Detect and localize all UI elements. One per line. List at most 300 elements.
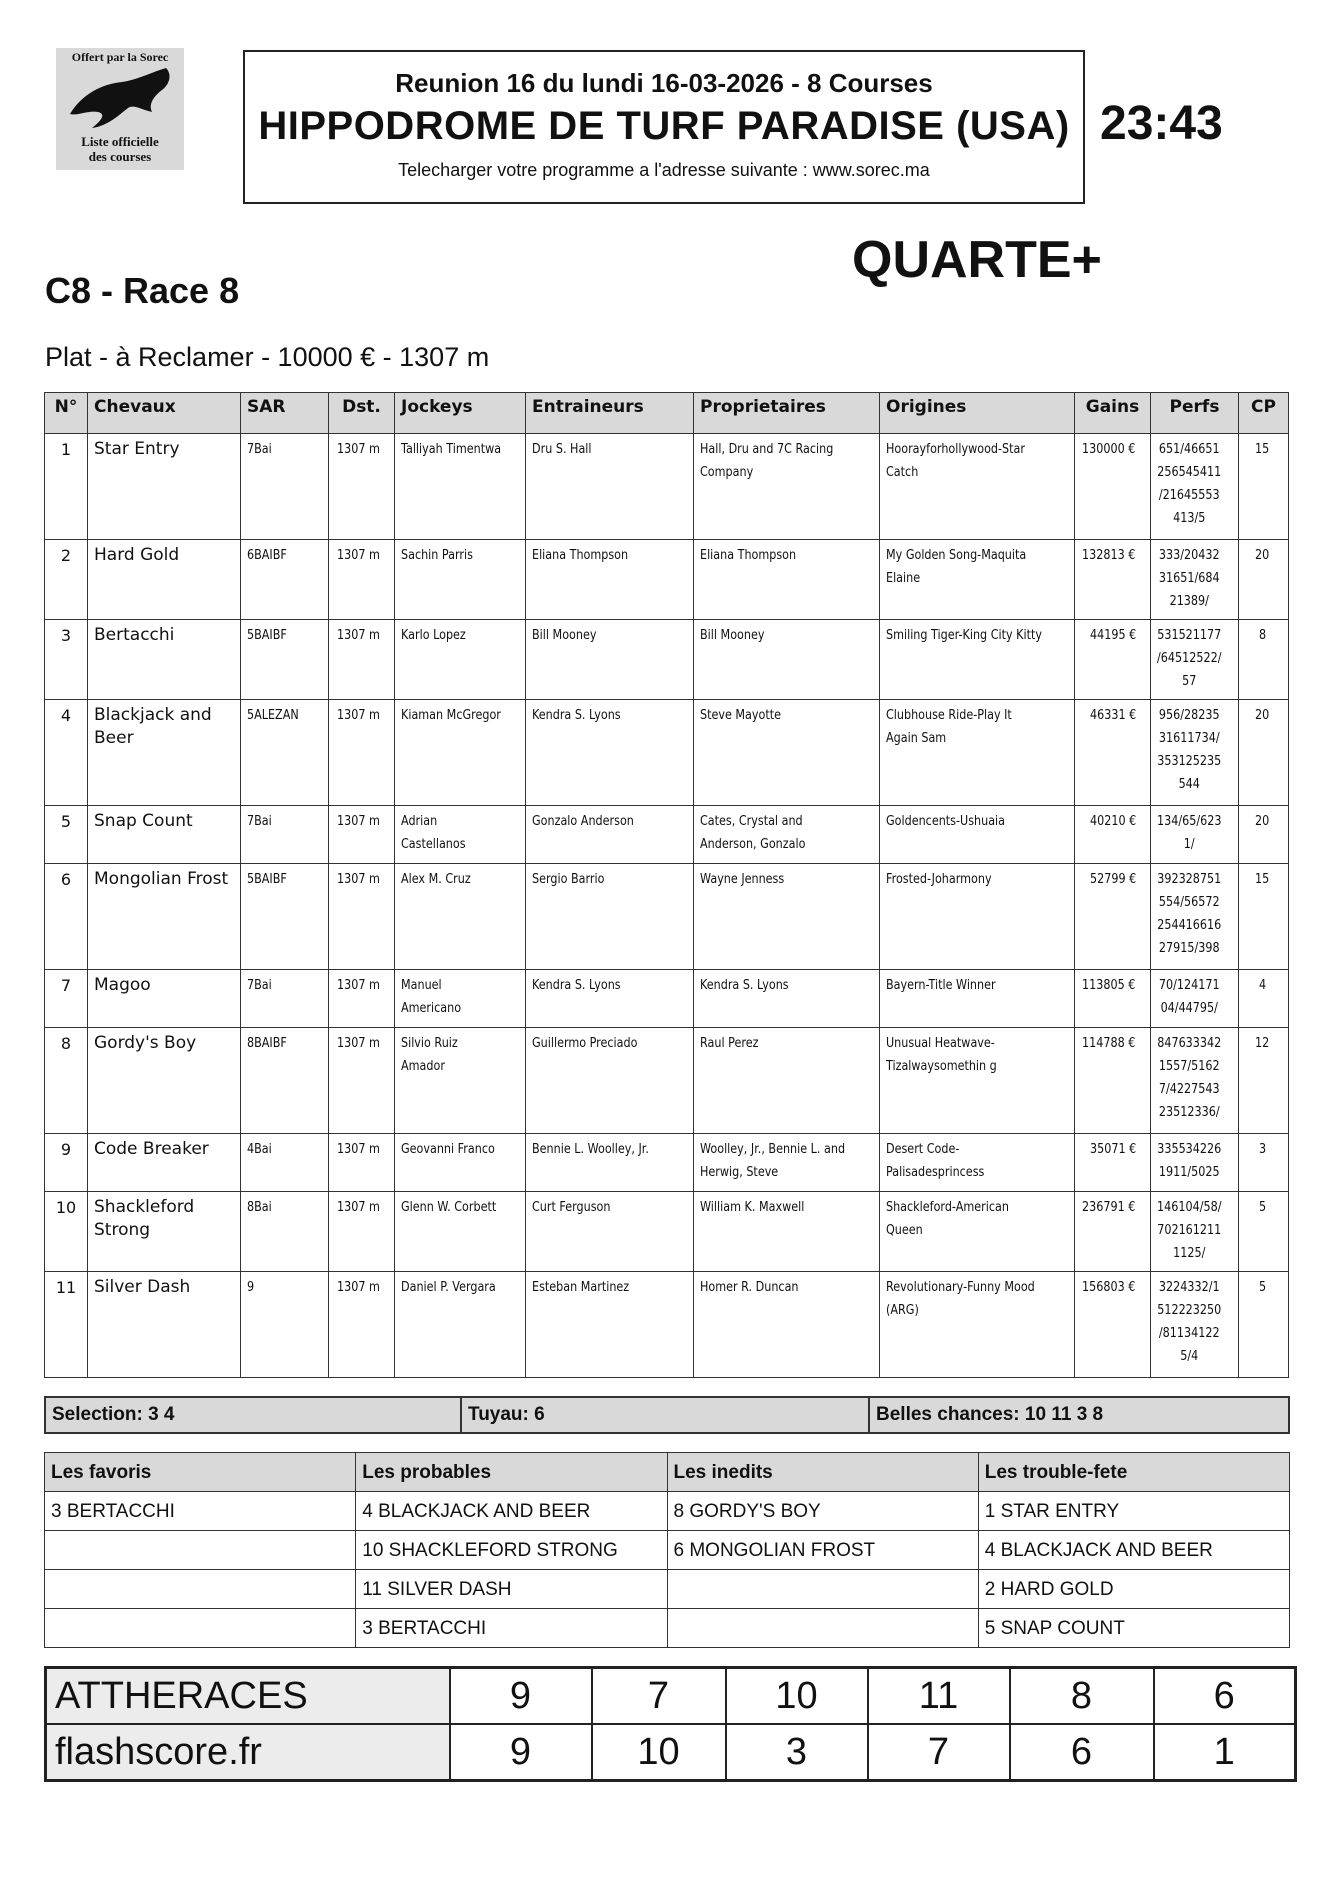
category-cell: 5 SNAP COUNT <box>978 1609 1289 1648</box>
jockey-name-text: Manuel Americano <box>401 978 462 1016</box>
gains-cell <box>1075 700 1151 806</box>
logo-top-text: Offert par la Sorec <box>71 50 169 64</box>
result-value: 8 <box>1010 1668 1154 1725</box>
perfs-cell-text: 392328751 554/56572 254416616 27915/398 <box>1157 872 1222 956</box>
jockey-name <box>395 434 526 540</box>
trainer-name-text: Dru S. Hall <box>532 442 592 457</box>
trainer-name <box>526 540 694 620</box>
horse-name-text: Silver Dash <box>94 1277 191 1297</box>
runner-row <box>45 620 1289 700</box>
perfs-cell <box>1151 864 1239 970</box>
distance-cell <box>329 434 395 540</box>
horse-name-text: Star Entry <box>94 439 180 459</box>
category-probables: Les probables <box>356 1453 667 1492</box>
trainer-name <box>526 434 694 540</box>
perfs-cell <box>1151 620 1239 700</box>
jockey-name-text: Talliyah Timentwa <box>401 442 502 457</box>
sar-cell <box>241 434 329 540</box>
horse-name <box>88 1272 241 1378</box>
runner-number-text: 5 <box>60 812 72 831</box>
category-row <box>45 1492 1290 1531</box>
perfs-cell-text: 847633342 1557/5162 7/4227543 23512336/ <box>1157 1036 1222 1120</box>
runner-number <box>45 700 88 806</box>
distance-cell-text: 1307 m <box>336 814 380 829</box>
horse-silhouette-icon <box>62 64 178 134</box>
runner-number-text: 1 <box>60 440 72 459</box>
horse-name <box>88 700 241 806</box>
trainer-name-text: Bill Mooney <box>532 628 597 643</box>
cp-cell-text: 8 <box>1259 628 1267 643</box>
sar-cell-text: 7Bai <box>247 978 272 993</box>
horse-name-text: Hard Gold <box>94 545 180 565</box>
table-header-row <box>45 393 1289 434</box>
jockey-name <box>395 864 526 970</box>
runner-row <box>45 1272 1289 1378</box>
pronostic-categories-table <box>44 1452 1290 1648</box>
header-box <box>243 50 1085 204</box>
runners-table <box>44 392 1289 1378</box>
col-header-origin: Origines <box>880 393 1075 434</box>
horse-name <box>88 864 241 970</box>
cp-cell-text: 20 <box>1255 814 1270 829</box>
owner-name-text: Hall, Dru and 7C Racing Company <box>700 442 834 480</box>
gains-cell <box>1075 1028 1151 1134</box>
trainer-name <box>526 1028 694 1134</box>
jockey-name-text: Silvio Ruiz Amador <box>401 1036 458 1074</box>
origin-cell <box>880 970 1075 1028</box>
runner-number-text: 9 <box>60 1140 72 1159</box>
gains-cell-text: 44195 € <box>1090 628 1137 643</box>
category-cell <box>45 1531 356 1570</box>
distance-cell <box>329 1134 395 1192</box>
cp-cell-text: 3 <box>1259 1142 1267 1157</box>
runner-number-text: 7 <box>60 976 72 995</box>
result-value: 3 <box>726 1724 868 1781</box>
logo-bottom-line2: des courses <box>88 149 152 164</box>
perfs-cell <box>1151 1272 1239 1378</box>
runner-number <box>45 620 88 700</box>
gains-cell <box>1075 864 1151 970</box>
runner-number-text: 4 <box>60 706 72 725</box>
sar-cell <box>241 700 329 806</box>
category-cell: 11 SILVER DASH <box>356 1570 667 1609</box>
result-value: 9 <box>450 1724 592 1781</box>
perfs-cell <box>1151 700 1239 806</box>
result-value: 9 <box>450 1668 592 1725</box>
origin-cell <box>880 864 1075 970</box>
horse-name-text: Code Breaker <box>94 1139 209 1159</box>
cp-cell-text: 20 <box>1255 708 1270 723</box>
logo-bottom-line1: Liste officielle <box>81 134 159 149</box>
origin-cell-text: Desert Code-Palisadesprincess <box>886 1142 985 1180</box>
category-cell <box>45 1570 356 1609</box>
distance-cell <box>329 540 395 620</box>
runner-number <box>45 540 88 620</box>
gains-cell <box>1075 620 1151 700</box>
trainer-name-text: Gonzalo Anderson <box>532 814 634 829</box>
trainer-name-text: Guillermo Preciado <box>532 1036 638 1051</box>
horse-name-text: Blackjack and Beer <box>94 705 212 748</box>
runner-number <box>45 1272 88 1378</box>
perfs-cell-text: 651/46651 256545411 /21645553 413/5 <box>1157 442 1222 526</box>
distance-cell-text: 1307 m <box>336 978 380 993</box>
gains-cell-text: 113805 € <box>1081 978 1136 993</box>
runner-row <box>45 864 1289 970</box>
distance-cell-text: 1307 m <box>336 872 380 887</box>
result-value: 7 <box>592 1668 726 1725</box>
runner-number <box>45 970 88 1028</box>
distance-cell-text: 1307 m <box>336 1036 380 1051</box>
perfs-cell-text: 333/20432 31651/684 21389/ <box>1158 548 1220 609</box>
owner-name <box>694 1028 880 1134</box>
sar-cell <box>241 1192 329 1272</box>
horse-name-text: Bertacchi <box>94 625 175 645</box>
cp-cell <box>1239 864 1289 970</box>
sar-cell-text: 9 <box>247 1280 255 1295</box>
category-cell: 8 GORDY'S BOY <box>667 1492 978 1531</box>
cp-cell <box>1239 1028 1289 1134</box>
origin-cell <box>880 806 1075 864</box>
horse-name-text: Mongolian Frost <box>94 869 229 889</box>
sar-cell-text: 8Bai <box>247 1200 272 1215</box>
owner-name <box>694 806 880 864</box>
runner-row <box>45 806 1289 864</box>
sar-cell-text: 5BAIBF <box>247 872 287 887</box>
origin-cell-text: Shackleford-American Queen <box>886 1200 1009 1238</box>
owner-name-text: Wayne Jenness <box>700 872 785 887</box>
trainer-name-text: Esteban Martinez <box>532 1280 630 1295</box>
category-cell: 2 HARD GOLD <box>978 1570 1289 1609</box>
owner-name-text: William K. Maxwell <box>700 1200 805 1215</box>
distance-cell <box>329 700 395 806</box>
owner-name <box>694 700 880 806</box>
owner-name-text: Kendra S. Lyons <box>700 978 789 993</box>
origin-cell-text: Bayern-Title Winner <box>886 978 996 993</box>
gains-cell-text: 52799 € <box>1090 872 1137 887</box>
runner-number <box>45 1134 88 1192</box>
runner-number <box>45 864 88 970</box>
sar-cell-text: 7Bai <box>247 814 272 829</box>
sar-cell-text: 7Bai <box>247 442 272 457</box>
runner-row <box>45 1134 1289 1192</box>
owner-name <box>694 970 880 1028</box>
origin-cell-text: Frosted-Joharmony <box>886 872 992 887</box>
col-header-horse: Chevaux <box>88 393 241 434</box>
gains-cell-text: 236791 € <box>1081 1200 1136 1215</box>
owner-name-text: Raul Perez <box>700 1036 759 1051</box>
jockey-name <box>395 970 526 1028</box>
trainer-name-text: Curt Ferguson <box>532 1200 611 1215</box>
trainer-name <box>526 806 694 864</box>
trainer-name <box>526 970 694 1028</box>
owner-name <box>694 1272 880 1378</box>
category-trouble-fete: Les trouble-fete <box>978 1453 1289 1492</box>
origin-cell-text: Unusual Heatwave-Tizalwaysomethin g <box>886 1036 997 1074</box>
result-value: 6 <box>1154 1668 1296 1725</box>
col-header-cp: CP <box>1239 393 1289 434</box>
cp-cell <box>1239 1272 1289 1378</box>
sar-cell <box>241 1134 329 1192</box>
results-row <box>46 1668 1296 1725</box>
gains-cell <box>1075 1134 1151 1192</box>
belles-chances-text: Belles chances: 10 11 3 8 <box>868 1398 1292 1432</box>
race-title: C8 - Race 8 <box>45 270 240 311</box>
jockey-name-text: Glenn W. Corbett <box>401 1200 497 1215</box>
trainer-name <box>526 620 694 700</box>
perfs-cell <box>1151 1028 1239 1134</box>
origin-cell-text: Revolutionary-Funny Mood (ARG) <box>886 1280 1035 1318</box>
trainer-name <box>526 1192 694 1272</box>
horse-name <box>88 434 241 540</box>
cp-cell-text: 20 <box>1255 548 1270 563</box>
jockey-name-text: Geovanni Franco <box>401 1142 495 1157</box>
gains-cell-text: 46331 € <box>1090 708 1137 723</box>
horse-name <box>88 1134 241 1192</box>
jockey-name <box>395 1272 526 1378</box>
distance-cell <box>329 620 395 700</box>
owner-name <box>694 1134 880 1192</box>
cp-cell <box>1239 806 1289 864</box>
result-value: 10 <box>592 1724 726 1781</box>
distance-cell <box>329 864 395 970</box>
results-source: ATTHERACES <box>46 1668 450 1725</box>
owner-name-text: Steve Mayotte <box>700 708 782 723</box>
sar-cell-text: 4Bai <box>247 1142 272 1157</box>
race-conditions: Plat - à Reclamer - 10000 € - 1307 m <box>45 342 490 372</box>
jockey-name-text: Alex M. Cruz <box>401 872 471 887</box>
distance-cell-text: 1307 m <box>336 1200 380 1215</box>
jockey-name <box>395 806 526 864</box>
horse-name <box>88 1028 241 1134</box>
race-time: 23:43 <box>1100 97 1223 150</box>
origin-cell-text: My Golden Song-Maquita Elaine <box>886 548 1027 586</box>
result-value: 11 <box>868 1668 1010 1725</box>
cp-cell-text: 4 <box>1259 978 1267 993</box>
sar-cell-text: 5ALEZAN <box>247 708 299 723</box>
origin-cell <box>880 1272 1075 1378</box>
tips-summary-bar <box>44 1396 1290 1434</box>
distance-cell-text: 1307 m <box>336 628 380 643</box>
owner-name-text: Cates, Crystal and Anderson, Gonzalo <box>700 814 806 852</box>
category-cell: 1 STAR ENTRY <box>978 1492 1289 1531</box>
category-cell <box>667 1609 978 1648</box>
gains-cell <box>1075 806 1151 864</box>
runner-number <box>45 1192 88 1272</box>
cp-cell-text: 15 <box>1255 872 1270 887</box>
sar-cell <box>241 1028 329 1134</box>
sar-cell <box>241 864 329 970</box>
trainer-name <box>526 700 694 806</box>
horse-name-text: Snap Count <box>94 811 193 831</box>
results-table <box>44 1666 1297 1782</box>
runner-number <box>45 806 88 864</box>
sorec-logo <box>56 48 184 170</box>
perfs-cell <box>1151 1134 1239 1192</box>
horse-name-text: Shackleford Strong <box>94 1197 195 1240</box>
distance-cell-text: 1307 m <box>336 548 380 563</box>
origin-cell-text: Smiling Tiger-King City Kitty <box>886 628 1042 643</box>
origin-cell <box>880 1028 1075 1134</box>
cp-cell-text: 5 <box>1259 1280 1267 1295</box>
perfs-cell <box>1151 434 1239 540</box>
category-row <box>45 1531 1290 1570</box>
jockey-name <box>395 1192 526 1272</box>
trainer-name-text: Eliana Thompson <box>532 548 629 563</box>
perfs-cell-text: 335534226 1911/5025 <box>1157 1142 1222 1180</box>
runner-number-text: 8 <box>60 1034 72 1053</box>
col-header-sar: SAR <box>241 393 329 434</box>
category-row <box>45 1609 1290 1648</box>
runner-number-text: 10 <box>55 1198 77 1217</box>
perfs-cell-text: 146104/58/ 702161211 1125/ <box>1157 1200 1222 1261</box>
runner-row <box>45 434 1289 540</box>
selection-text: Selection: 3 4 <box>52 1404 175 1425</box>
distance-cell-text: 1307 m <box>336 1142 380 1157</box>
origin-cell-text: Goldencents-Ushuaia <box>886 814 1006 829</box>
gains-cell-text: 40210 € <box>1090 814 1137 829</box>
results-row <box>46 1724 1296 1781</box>
category-favoris: Les favoris <box>45 1453 356 1492</box>
owner-name-text: Homer R. Duncan <box>700 1280 799 1295</box>
runner-row <box>45 1028 1289 1134</box>
col-header-owner: Proprietaires <box>694 393 880 434</box>
result-value: 1 <box>1154 1724 1296 1781</box>
horse-name <box>88 806 241 864</box>
owner-name <box>694 620 880 700</box>
sar-cell-text: 5BAIBF <box>247 628 287 643</box>
owner-name <box>694 434 880 540</box>
cp-cell <box>1239 700 1289 806</box>
trainer-name <box>526 864 694 970</box>
origin-cell <box>880 434 1075 540</box>
horse-name-text: Gordy's Boy <box>94 1033 197 1053</box>
cp-cell-text: 15 <box>1255 442 1270 457</box>
perfs-cell-text: 3224332/1 512223250 /81134122 5/4 <box>1157 1280 1222 1364</box>
horse-name <box>88 970 241 1028</box>
col-header-trainer: Entraineurs <box>526 393 694 434</box>
racecourse-name: HIPPODROME DE TURF PARADISE (USA) <box>258 104 1070 148</box>
sar-cell-text: 8BAIBF <box>247 1036 287 1051</box>
results-source: flashscore.fr <box>46 1724 450 1781</box>
cp-cell <box>1239 1134 1289 1192</box>
owner-name <box>694 864 880 970</box>
runner-number-text: 2 <box>60 546 72 565</box>
gains-cell-text: 114788 € <box>1081 1036 1136 1051</box>
trainer-name <box>526 1134 694 1192</box>
trainer-name-text: Sergio Barrio <box>532 872 605 887</box>
origin-cell-text: Hoorayforhollywood-Star Catch <box>886 442 1025 480</box>
cp-cell <box>1239 540 1289 620</box>
result-value: 6 <box>1010 1724 1154 1781</box>
result-value: 10 <box>726 1668 868 1725</box>
jockey-name-text: Kiaman McGregor <box>401 708 501 723</box>
cp-cell <box>1239 434 1289 540</box>
col-header-gains: Gains <box>1075 393 1151 434</box>
runner-number-text: 11 <box>55 1278 77 1297</box>
perfs-cell-text: 70/124171 04/44795/ <box>1158 978 1220 1016</box>
jockey-name <box>395 540 526 620</box>
gains-cell-text: 35071 € <box>1090 1142 1137 1157</box>
col-header-perfs: Perfs <box>1151 393 1239 434</box>
jockey-name-text: Adrian Castellanos <box>401 814 466 852</box>
runner-row <box>45 970 1289 1028</box>
col-header-jockey: Jockeys <box>395 393 526 434</box>
runner-number <box>45 1028 88 1134</box>
category-row <box>45 1570 1290 1609</box>
tuyau-text: Tuyau: 6 <box>460 1398 872 1432</box>
runner-number-text: 6 <box>60 870 72 889</box>
category-cell: 10 SHACKLEFORD STRONG <box>356 1531 667 1570</box>
gains-cell <box>1075 970 1151 1028</box>
category-cell: 4 BLACKJACK AND BEER <box>978 1531 1289 1570</box>
sar-cell <box>241 1272 329 1378</box>
owner-name <box>694 1192 880 1272</box>
gains-cell-text: 130000 € <box>1081 442 1136 457</box>
bet-type: QUARTE+ <box>852 231 1102 289</box>
gains-cell <box>1075 1192 1151 1272</box>
distance-cell-text: 1307 m <box>336 708 380 723</box>
cp-cell <box>1239 1192 1289 1272</box>
origin-cell <box>880 1134 1075 1192</box>
perfs-cell <box>1151 540 1239 620</box>
perfs-cell <box>1151 806 1239 864</box>
origin-cell <box>880 540 1075 620</box>
runner-number-text: 3 <box>60 626 72 645</box>
origin-cell <box>880 620 1075 700</box>
category-cell: 4 BLACKJACK AND BEER <box>356 1492 667 1531</box>
gains-cell-text: 156803 € <box>1081 1280 1136 1295</box>
sar-cell-text: 6BAIBF <box>247 548 287 563</box>
distance-cell <box>329 1028 395 1134</box>
gains-cell <box>1075 434 1151 540</box>
jockey-name-text: Karlo Lopez <box>401 628 466 643</box>
category-cell: 3 BERTACCHI <box>356 1609 667 1648</box>
trainer-name <box>526 1272 694 1378</box>
category-cell <box>667 1570 978 1609</box>
gains-cell-text: 132813 € <box>1081 548 1136 563</box>
sar-cell <box>241 806 329 864</box>
category-inedits: Les inedits <box>667 1453 978 1492</box>
jockey-name <box>395 1134 526 1192</box>
origin-cell <box>880 1192 1075 1272</box>
gains-cell <box>1075 540 1151 620</box>
horse-name <box>88 1192 241 1272</box>
perfs-cell-text: 531521177 /64512522/ 57 <box>1157 628 1222 689</box>
distance-cell <box>329 1192 395 1272</box>
perfs-cell <box>1151 970 1239 1028</box>
result-value: 7 <box>868 1724 1010 1781</box>
runner-row <box>45 1192 1289 1272</box>
owner-name-text: Woolley, Jr., Bennie L. and Herwig, Steve <box>700 1142 846 1180</box>
trainer-name-text: Kendra S. Lyons <box>532 978 621 993</box>
horse-name-text: Magoo <box>94 975 151 995</box>
owner-name-text: Bill Mooney <box>700 628 765 643</box>
owner-name-text: Eliana Thompson <box>700 548 797 563</box>
jockey-name <box>395 700 526 806</box>
cp-cell-text: 12 <box>1255 1036 1270 1051</box>
horse-name <box>88 540 241 620</box>
perfs-cell-text: 134/65/623 1/ <box>1157 814 1222 852</box>
cp-cell-text: 5 <box>1259 1200 1267 1215</box>
runner-number <box>45 434 88 540</box>
cp-cell <box>1239 970 1289 1028</box>
distance-cell <box>329 806 395 864</box>
distance-cell-text: 1307 m <box>336 1280 380 1295</box>
distance-cell-text: 1307 m <box>336 442 380 457</box>
jockey-name <box>395 620 526 700</box>
runner-row <box>45 700 1289 806</box>
distance-cell <box>329 970 395 1028</box>
